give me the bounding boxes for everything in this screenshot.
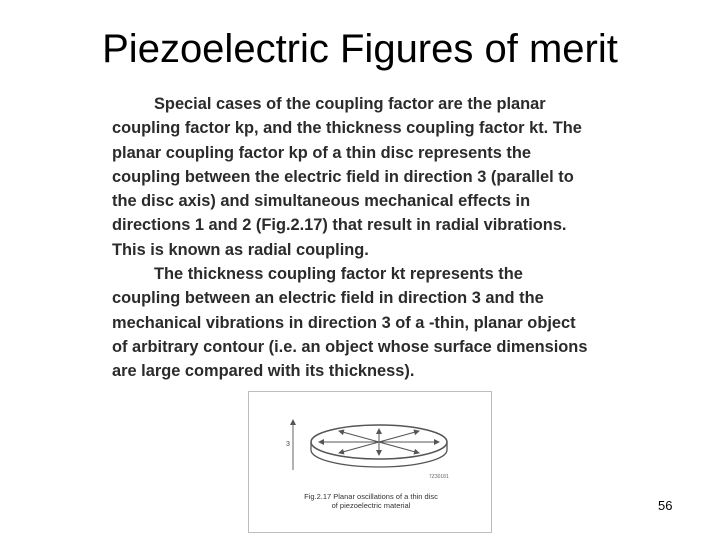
paragraph-1-text: Special cases of the coupling factor are the planar coupling factor kp, and the thickness coupling factor kt. The planar coupling factor kp of a thin disc represents the coupling between the electric field in direction 3 (parallel to the disc axis) and simultaneous mechanical effects in directions 1 and 2 (Fig.2.17) that result in radial vibrations. This is known as radial coupling.: [112, 95, 582, 259]
body-text: [112, 92, 592, 384]
paragraph-thickness-coupling: [112, 262, 592, 383]
caption-line-1: Fig.2.17 Planar oscillations of a thin disc: [304, 492, 438, 501]
radial-arrows: [319, 429, 439, 455]
figure-planar-oscillation: [248, 391, 492, 533]
caption-line-2: of piezoelectric material: [331, 501, 411, 510]
page-number: 56: [658, 498, 673, 513]
disc-diagram: [249, 392, 491, 532]
page-title: Piezoelectric Figures of merit: [102, 27, 618, 71]
figure-code: 7Z30181: [429, 474, 449, 480]
paragraph-planar-coupling: [112, 92, 592, 262]
axis-3-label: 3: [286, 441, 290, 448]
figure-caption: [261, 492, 481, 510]
paragraph-2-text: The thickness coupling factor kt represents the coupling between an electric field in direction 3 and the mechanical vibrations in direction 3 of a -thin, planar object of arbitrary contour (i.e. an object whose surface dimensions are large compared with its thickness).: [112, 265, 588, 381]
